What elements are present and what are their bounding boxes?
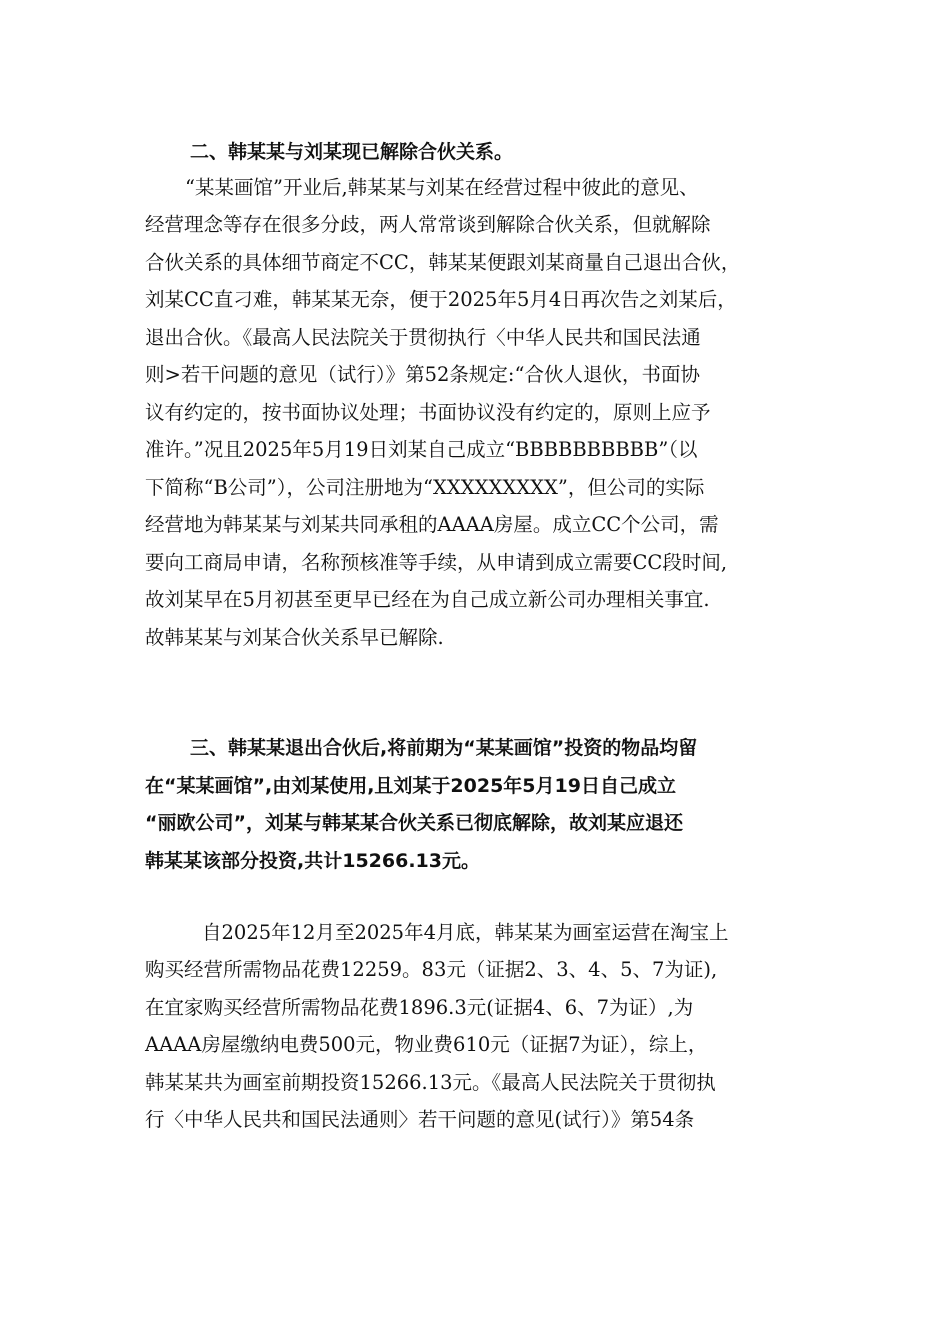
section-3-heading-line-2: 在“某某画馆”,由刘某使用,且刘某于2025年5月19日自己成立 <box>145 775 676 797</box>
section-3-line-6: 行〈中华人民共和国民法通则〉若干问题的意见(试行）》第54条 <box>145 1108 695 1131</box>
section-3-line-4: AAAA房屋缴纳电费500元，物业费610元（证据7为证），综上， <box>145 1033 708 1056</box>
section-2-line-2: 经营理念等存在很多分歧，两人常常谈到解除合伙关系，但就解除 <box>145 213 711 236</box>
section-2-line-4: 刘某CC直刁难，韩某某无奈，便于2025年5月4日再次告之刘某后， <box>145 288 737 311</box>
section-2-line-13: 故韩某某与刘某合伙关系早已解除. <box>145 626 444 649</box>
section-2-line-11: 要向工商局申请，名称预核准等手续，从申请到成立需要CC段时间, <box>145 551 728 574</box>
section-3-line-1: 自2025年12月至2025年4月底，韩某某为画室运营在淘宝上 <box>202 921 729 944</box>
section-2-line-7: 议有约定的，按书面协议处理；书面协议没有约定的，原则上应予 <box>145 401 711 424</box>
section-3-heading-line-3: “丽欧公司”，刘某与韩某某合伙关系已彻底解除，故刘某应退还 <box>145 812 683 834</box>
section-3-line-5: 韩某某共为画室前期投资15266.13元。《最高人民法院关于贯彻执 <box>145 1071 716 1094</box>
section-3-line-3: 在宜家购买经营所需物品花费1896.3元(证据4、6、7为证）,为 <box>145 996 694 1019</box>
section-3-heading-line-1: 三、韩某某退出合伙后,将前期为“某某画馆”投资的物品均留 <box>190 737 698 759</box>
section-2-line-6: 则>若干问题的意见（试行）》第52条规定:“合伙人退伙，书面协 <box>145 363 700 386</box>
section-2-line-1: “某某画馆”开业后,韩某某与刘某在经营过程中彼此的意见、 <box>185 176 699 199</box>
section-2-line-12: 故刘某早在5月初甚至更早已经在为自己成立新公司办理相关事宜. <box>145 588 710 611</box>
section-2-line-3: 合伙关系的具体细节商定不CC，韩某某便跟刘某商量自己退出合伙， <box>145 251 741 274</box>
section-2-line-5: 退出合伙。《最高人民法院关于贯彻执行〈中华人民共和国民法通 <box>145 326 701 349</box>
section-3-heading-line-4: 韩某某该部分投资,共计15266.13元。 <box>145 850 480 872</box>
section-2-line-8: 准许。”况且2025年5月19日刘某自己成立“BBBBBBBBBB”（以 <box>145 438 698 461</box>
section-2-line-9: 下简称“B公司”），公司注册地为“XXXXXXXXX”，但公司的实际 <box>145 476 705 499</box>
section-3-line-2: 购买经营所需物品花费12259。83元（证据2、3、4、5、7为证), <box>145 958 718 981</box>
section-2-line-10: 经营地为韩某某与刘某共同承租的AAAA房屋。成立CC个公司，需 <box>145 513 719 536</box>
section-2-heading: 二、韩某某与刘某现已解除合伙关系。 <box>190 141 514 163</box>
